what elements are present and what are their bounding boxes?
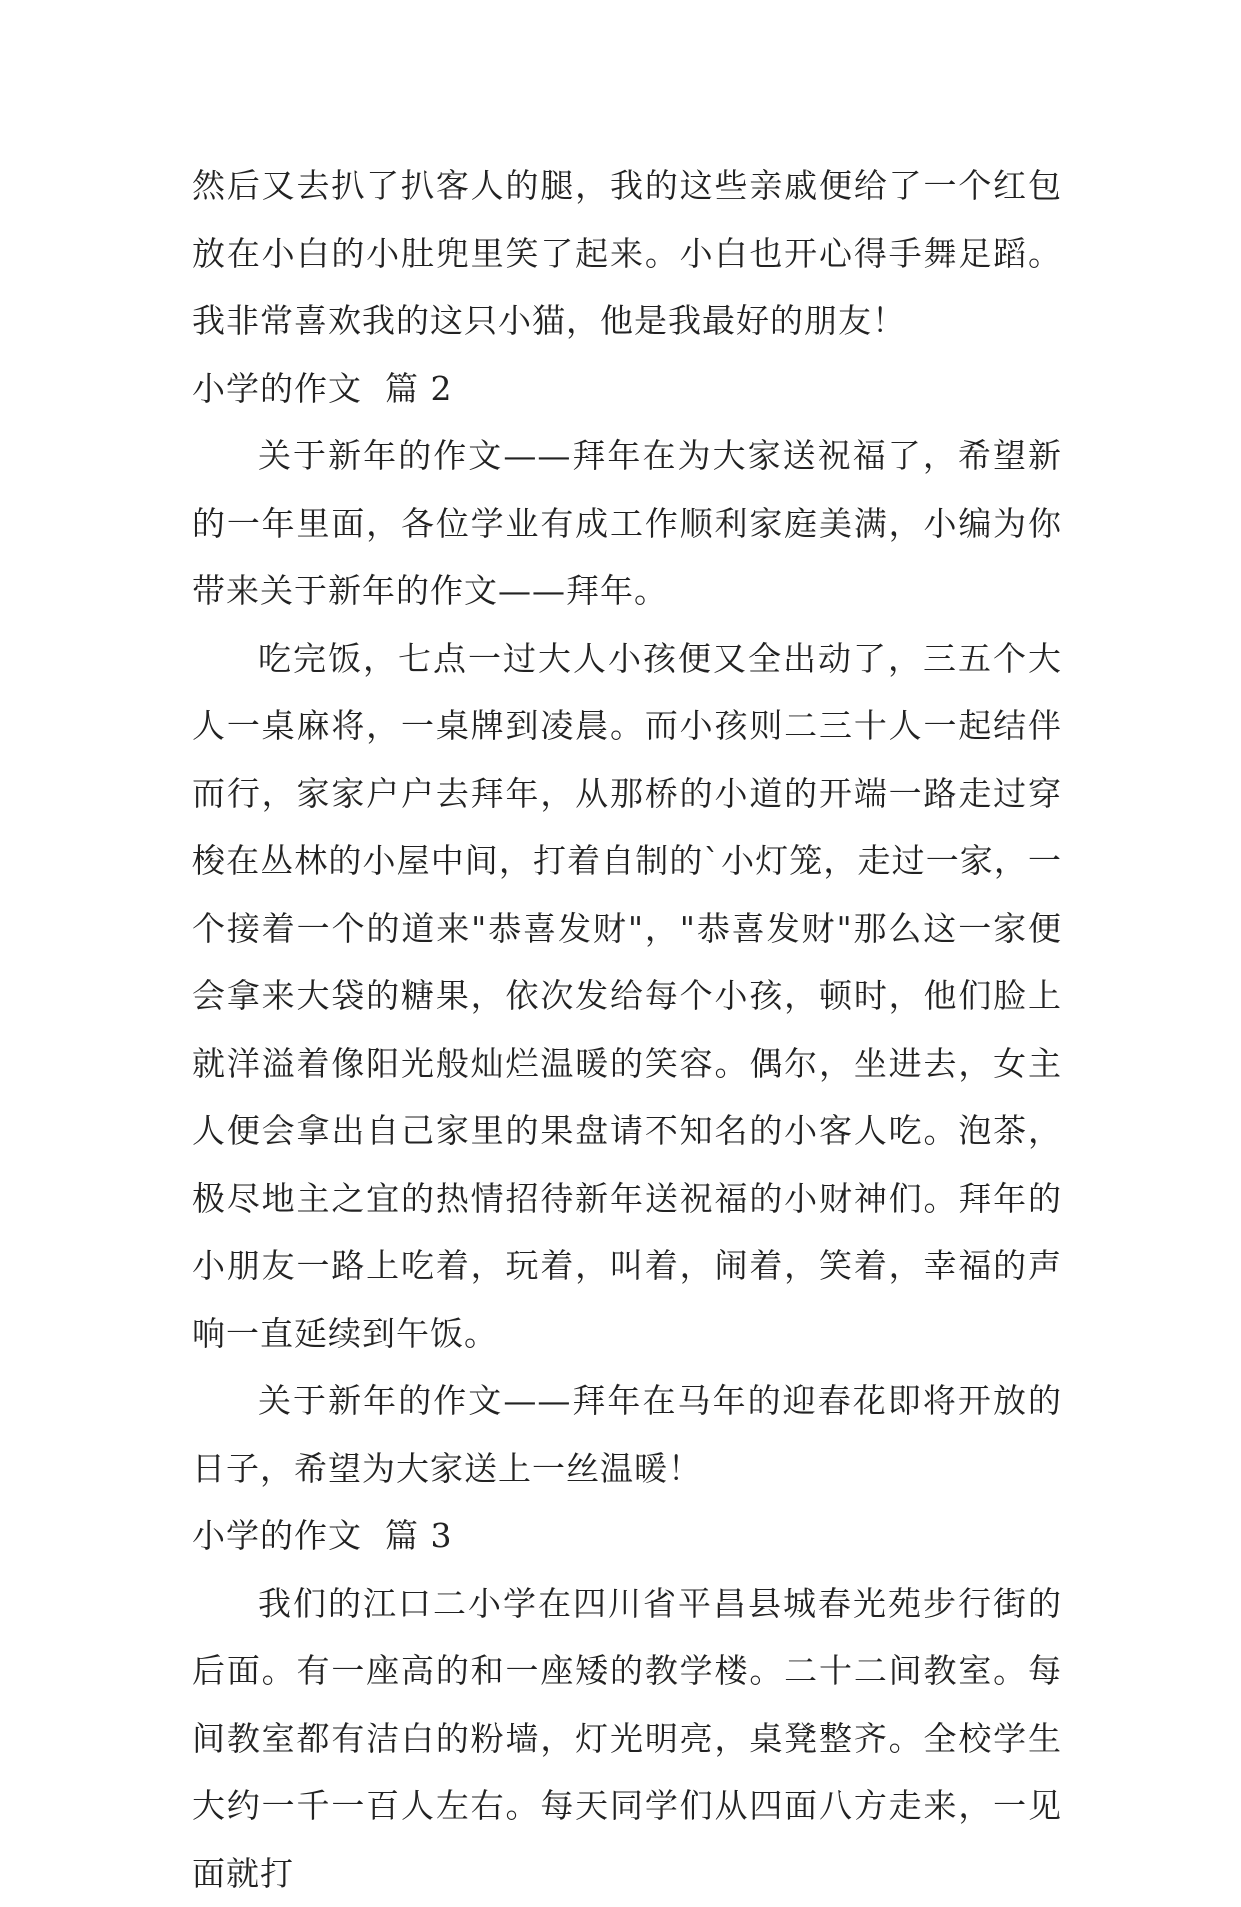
section-heading-2: 小学的作文 篇 2 <box>192 355 1062 423</box>
document-body <box>192 152 1062 1907</box>
paragraph-1: 然后又去扒了扒客人的腿，我的这些亲戚便给了一个红包放在小白的小肚兜里笑了起来。小白也开心得手舞足蹈。 我非常喜欢我的这只小猫，他是我最好的朋友！ <box>192 152 1062 355</box>
paragraph-5: 我们的江口二小学在四川省平昌县城春光苑步行街的后面。有一座高的和一座矮的教学楼。二十二间教室。每间教室都有洁白的粉墙，灯光明亮，桌凳整齐。全校学生大约一千一百人左右。每天同学们从四面八方走来，一见面就打 <box>192 1570 1062 1907</box>
paragraph-3: 吃完饭，七点一过大人小孩便又全出动了，三五个大人一桌麻将，一桌牌到凌晨。而小孩则二三十人一起结伴而行，家家户户去拜年，从那桥的小道的开端一路走过穿梭在丛林的小屋中间，打着自制的`小灯笼，走过一家，一个接着一个的道来"恭喜发财"，"恭喜发财"那么这一家便会拿来大袋的糖果，依次发给每个小孩，顿时，他们脸上就洋溢着像阳光般灿烂温暖的笑容。偶尔，坐进去，女主人便会拿出自己家里的果盘请不知名的小客人吃。泡茶，极尽地主之宜的热情招待新年送祝福的小财神们。拜年的小朋友一路上吃着，玩着，叫着，闹着，笑着，幸福的声响一直延续到午饭。 <box>192 625 1062 1368</box>
section-heading-3: 小学的作文 篇 3 <box>192 1502 1062 1570</box>
paragraph-2: 关于新年的作文——拜年在为大家送祝福了，希望新的一年里面，各位学业有成工作顺利家庭美满，小编为你带来关于新年的作文——拜年。 <box>192 422 1062 625</box>
paragraph-4: 关于新年的作文——拜年在马年的迎春花即将开放的日子，希望为大家送上一丝温暖！ <box>192 1367 1062 1502</box>
